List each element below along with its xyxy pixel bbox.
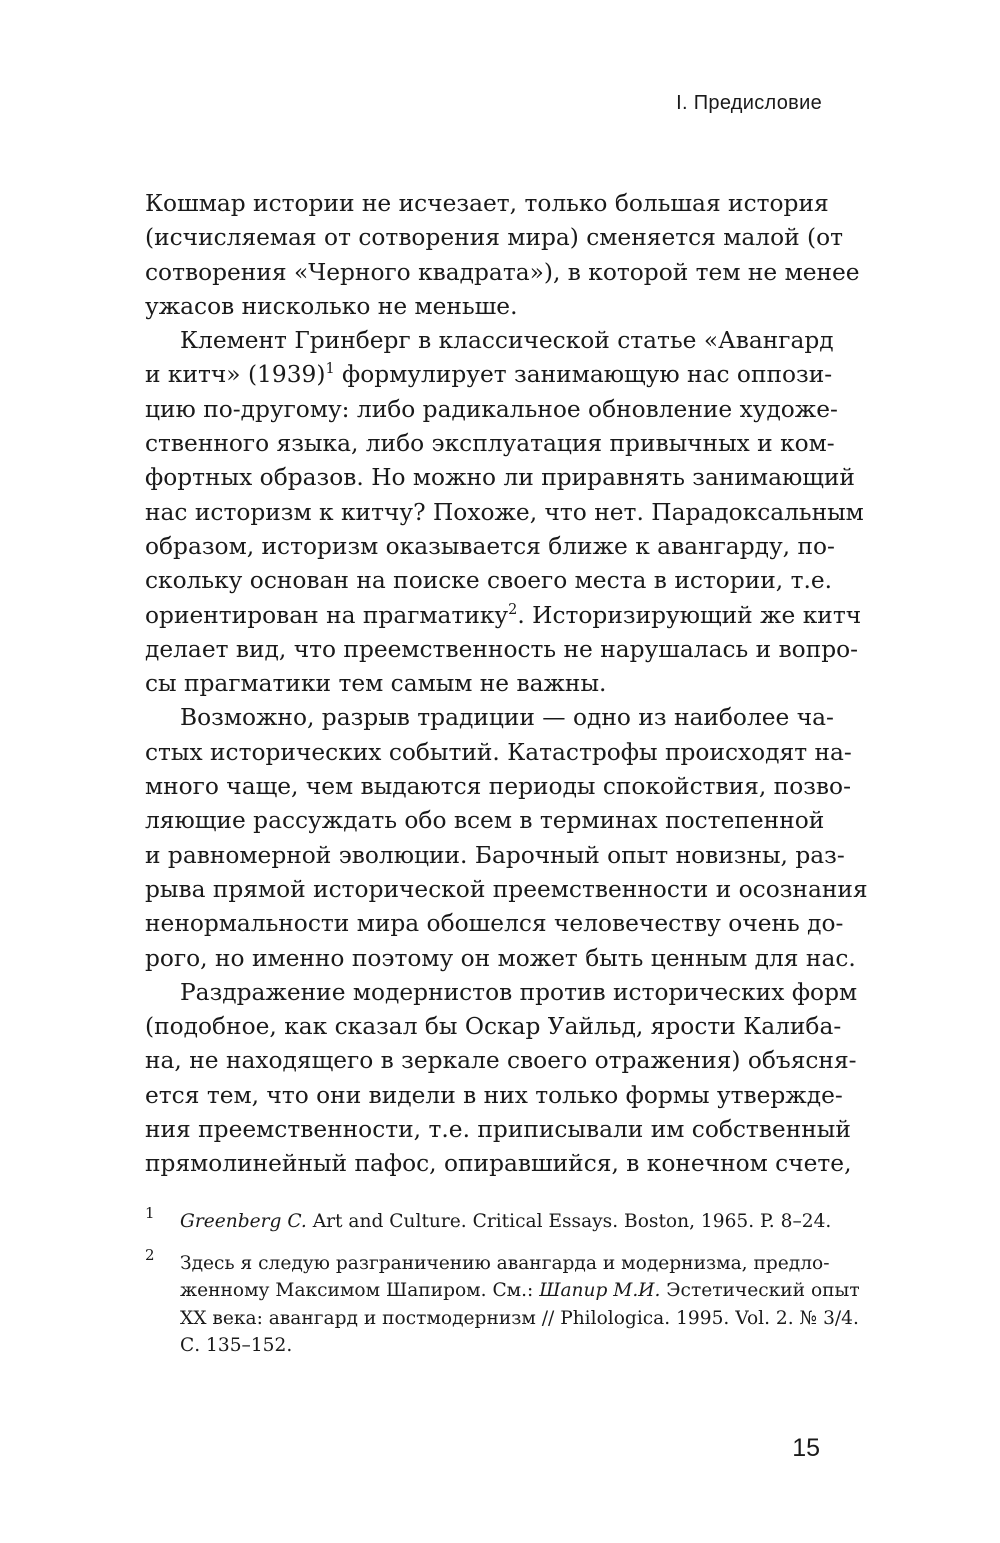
footnote-1 — [145, 1204, 832, 1236]
paragraph — [145, 324, 864, 701]
text-fragment: . Историзирующий же китч — [517, 601, 862, 629]
footnote-line — [180, 1208, 832, 1236]
text-line: делает вид, что преемственность не нарушалась и вопро- — [145, 635, 859, 663]
footnote-line: Здесь я следую разграничению авангарда и модернизма, предло- — [180, 1252, 830, 1274]
paragraph — [145, 701, 868, 975]
text-line: Кошмар истории не исчезает, только большая история — [145, 190, 829, 217]
text-line: сы прагматики тем самым не важны. — [145, 670, 607, 698]
text-line: образом, историзм оказывается ближе к авангарду, по- — [145, 532, 835, 560]
text-line: скольку основан на поиске своего места в истории, т.е. — [145, 567, 833, 595]
text-line: ляющие рассуждать обо всем в терминах постепенной — [145, 807, 825, 835]
text-line: (исчисляемая от сотворения мира) сменяется малой (от — [145, 224, 844, 252]
text-fragment: формулирует занимающую нас оппози- — [334, 361, 833, 389]
text-line — [145, 599, 862, 633]
text-line: цию по-другому: либо радикальное обновление художе- — [145, 395, 838, 423]
text-line: ется тем, что они видели в них только формы утвержде- — [145, 1081, 843, 1109]
text-fragment: ориентирован на прагматику — [145, 601, 509, 629]
footnote-ref-1[interactable]: 1 — [325, 361, 335, 378]
text-line: стых исторических событий. Катастрофы происходят на- — [145, 738, 852, 766]
footnote-number: 2 — [145, 1245, 155, 1264]
text-line: ственного языка, либо эксплуатация привычных и ком- — [145, 430, 835, 458]
text-line: рыва прямой исторической преемственности и осознания — [145, 875, 868, 903]
text-line: Клемент Гринберг в классической статье «Авангард — [180, 327, 834, 355]
text-line: нас историзм к китчу? Похоже, что нет. Парадоксальным — [145, 498, 864, 526]
text-line: сотворения «Черного квадрата»), в которой тем не менее — [145, 258, 860, 286]
footnote-line: С. 135–152. — [180, 1335, 293, 1357]
text-fragment: и китч» (1939) — [145, 361, 326, 389]
footnote-line — [180, 1277, 860, 1305]
text-line: ненормальности мира обошелся человечеству очень до- — [145, 910, 844, 938]
footnote-author: Шапир М.И. — [539, 1280, 661, 1302]
text-line: Раздражение модернистов против исторических форм — [180, 978, 858, 1006]
footnotes — [145, 1204, 860, 1374]
text-line — [145, 358, 833, 392]
page-number: 15 — [792, 1434, 820, 1462]
text-line: (подобное, как сказал бы Оскар Уайльд, ярости Калиба- — [145, 1013, 842, 1041]
footnote-ref-2[interactable]: 2 — [508, 601, 518, 618]
paragraph — [145, 976, 858, 1182]
text-line: много чаще, чем выдаются периоды спокойствия, позво- — [145, 773, 851, 801]
running-head: I. Предисловие — [676, 92, 822, 114]
paragraph — [145, 187, 860, 324]
text-line: ния преемственности, т.е. приписывали им собственный — [145, 1116, 851, 1144]
footnote-line: XX века: авангард и постмодернизм // Philologica. 1995. Vol. 2. № 3/4. — [180, 1307, 859, 1329]
text-line: Возможно, разрыв традиции — одно из наиболее ча- — [180, 704, 834, 732]
footnote-text: Эстетический опыт — [660, 1280, 860, 1302]
text-line: ужасов нисколько не меньше. — [145, 292, 518, 320]
body-text — [145, 187, 868, 1182]
text-line: и равномерной эволюции. Барочный опыт новизны, раз- — [145, 841, 845, 869]
footnote-text: Art and Culture. Critical Essays. Boston, 1965. P. 8–24. — [306, 1211, 832, 1232]
text-line: на, не находящего в зеркале своего отражения) объясня- — [145, 1047, 857, 1075]
footnote-2 — [145, 1245, 860, 1360]
text-line: фортных образов. Но можно ли приравнять занимающий — [145, 464, 855, 492]
footnote-text: женному Максимом Шапиром. См.: — [180, 1280, 540, 1302]
footnote-author: Greenberg C. — [180, 1211, 307, 1232]
text-line: рого, но именно поэтому он может быть ценным для нас. — [145, 944, 856, 972]
text-line: прямолинейный пафос, опиравшийся, в конечном счете, — [145, 1150, 852, 1178]
footnote-number: 1 — [145, 1204, 155, 1222]
